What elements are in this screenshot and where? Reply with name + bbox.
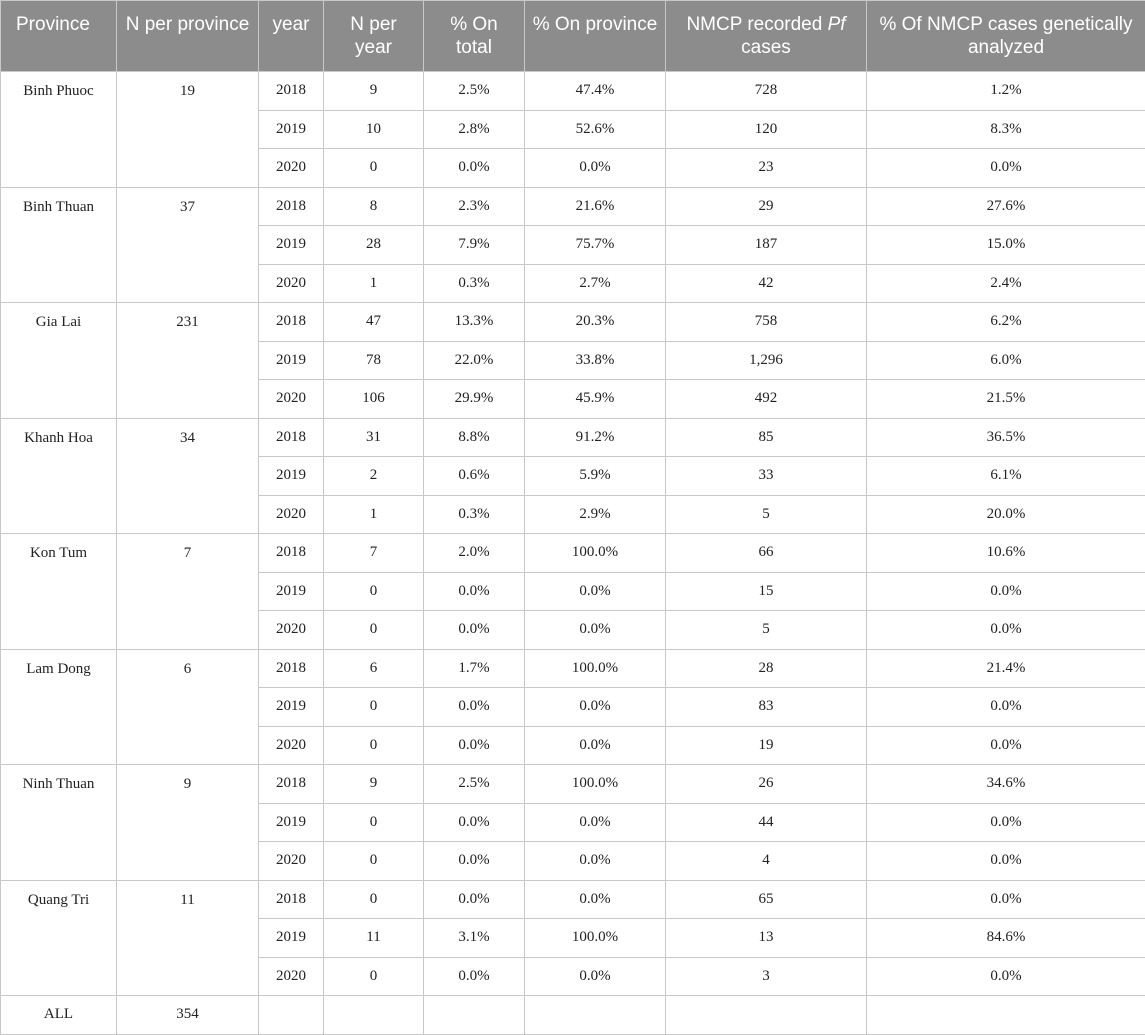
pct-on-total-cell: 3.1% xyxy=(424,919,525,958)
header-nmcp-italic: Pf xyxy=(828,14,846,35)
total-label-cell: ALL xyxy=(1,996,117,1035)
pct-on-total-cell: 2.5% xyxy=(424,72,525,111)
header-nmcp-recorded xyxy=(666,1,867,72)
n-per-province-cell: 34 xyxy=(117,418,259,534)
nmcp-cases-cell: 120 xyxy=(666,110,867,149)
header-n-per-year: N per year xyxy=(324,1,424,72)
pct-analyzed-cell: 0.0% xyxy=(867,957,1145,996)
total-row xyxy=(1,996,1145,1035)
pct-analyzed-cell: 36.5% xyxy=(867,418,1145,457)
pct-on-province-cell: 21.6% xyxy=(525,187,666,226)
pct-on-province-cell: 75.7% xyxy=(525,226,666,265)
n-per-year-cell: 0 xyxy=(324,149,424,188)
pct-on-province-cell: 0.0% xyxy=(525,688,666,727)
n-per-province-cell: 11 xyxy=(117,880,259,996)
year-cell: 2019 xyxy=(259,919,324,958)
pct-analyzed-cell: 0.0% xyxy=(867,688,1145,727)
n-per-province-cell: 231 xyxy=(117,303,259,419)
n-per-year-cell: 9 xyxy=(324,765,424,804)
year-cell: 2018 xyxy=(259,880,324,919)
n-per-year-cell: 31 xyxy=(324,418,424,457)
n-per-year-cell: 0 xyxy=(324,726,424,765)
n-per-province-cell: 19 xyxy=(117,72,259,188)
year-cell: 2019 xyxy=(259,226,324,265)
n-per-year-cell: 28 xyxy=(324,226,424,265)
table-body xyxy=(1,72,1145,1035)
n-per-year-cell: 0 xyxy=(324,572,424,611)
pct-on-total-cell: 13.3% xyxy=(424,303,525,342)
nmcp-cases-cell: 13 xyxy=(666,919,867,958)
n-per-year-cell: 106 xyxy=(324,380,424,419)
pct-on-total-cell: 8.8% xyxy=(424,418,525,457)
nmcp-cases-cell: 5 xyxy=(666,495,867,534)
pct-on-total-cell: 1.7% xyxy=(424,649,525,688)
n-per-year-cell: 47 xyxy=(324,303,424,342)
pct-on-province-cell: 2.7% xyxy=(525,264,666,303)
pct-on-province-cell: 100.0% xyxy=(525,534,666,573)
header-row xyxy=(1,1,1145,72)
year-cell: 2019 xyxy=(259,688,324,727)
empty-cell xyxy=(666,996,867,1035)
pct-on-total-cell: 0.0% xyxy=(424,611,525,650)
header-year: year xyxy=(259,1,324,72)
pct-on-province-cell: 0.0% xyxy=(525,726,666,765)
nmcp-cases-cell: 23 xyxy=(666,149,867,188)
n-per-year-cell: 10 xyxy=(324,110,424,149)
n-per-year-cell: 0 xyxy=(324,611,424,650)
pct-on-province-cell: 0.0% xyxy=(525,957,666,996)
pct-analyzed-cell: 0.0% xyxy=(867,611,1145,650)
n-per-year-cell: 8 xyxy=(324,187,424,226)
pct-on-total-cell: 0.0% xyxy=(424,957,525,996)
nmcp-cases-cell: 26 xyxy=(666,765,867,804)
nmcp-cases-cell: 29 xyxy=(666,187,867,226)
year-cell: 2019 xyxy=(259,457,324,496)
pct-on-province-cell: 0.0% xyxy=(525,611,666,650)
n-per-province-cell: 9 xyxy=(117,765,259,881)
pct-analyzed-cell: 10.6% xyxy=(867,534,1145,573)
table-row xyxy=(1,303,1145,342)
pct-analyzed-cell: 0.0% xyxy=(867,880,1145,919)
pct-on-province-cell: 0.0% xyxy=(525,572,666,611)
empty-cell xyxy=(867,996,1145,1035)
year-cell: 2020 xyxy=(259,495,324,534)
province-name-cell: Gia Lai xyxy=(1,303,117,419)
table-row xyxy=(1,880,1145,919)
table-row xyxy=(1,649,1145,688)
year-cell: 2019 xyxy=(259,572,324,611)
pct-on-total-cell: 2.0% xyxy=(424,534,525,573)
year-cell: 2020 xyxy=(259,726,324,765)
pct-analyzed-cell: 0.0% xyxy=(867,572,1145,611)
table-row xyxy=(1,534,1145,573)
year-cell: 2018 xyxy=(259,72,324,111)
n-per-year-cell: 78 xyxy=(324,341,424,380)
n-per-year-cell: 7 xyxy=(324,534,424,573)
pct-analyzed-cell: 21.5% xyxy=(867,380,1145,419)
pct-analyzed-cell: 15.0% xyxy=(867,226,1145,265)
pct-on-total-cell: 0.0% xyxy=(424,842,525,881)
header-nmcp-prefix: NMCP recorded xyxy=(686,14,827,35)
pct-analyzed-cell: 6.0% xyxy=(867,341,1145,380)
nmcp-cases-cell: 83 xyxy=(666,688,867,727)
n-per-year-cell: 0 xyxy=(324,803,424,842)
nmcp-cases-cell: 66 xyxy=(666,534,867,573)
pct-analyzed-cell: 0.0% xyxy=(867,149,1145,188)
pct-on-total-cell: 0.3% xyxy=(424,264,525,303)
year-cell: 2020 xyxy=(259,957,324,996)
n-per-province-cell: 6 xyxy=(117,649,259,765)
year-cell: 2020 xyxy=(259,842,324,881)
pct-on-total-cell: 0.0% xyxy=(424,803,525,842)
pct-on-province-cell: 0.0% xyxy=(525,842,666,881)
n-per-year-cell: 0 xyxy=(324,880,424,919)
nmcp-cases-cell: 28 xyxy=(666,649,867,688)
pct-on-province-cell: 52.6% xyxy=(525,110,666,149)
nmcp-cases-cell: 15 xyxy=(666,572,867,611)
year-cell: 2019 xyxy=(259,803,324,842)
nmcp-cases-cell: 492 xyxy=(666,380,867,419)
pct-on-total-cell: 0.6% xyxy=(424,457,525,496)
pct-on-province-cell: 0.0% xyxy=(525,149,666,188)
nmcp-cases-cell: 728 xyxy=(666,72,867,111)
pct-on-province-cell: 47.4% xyxy=(525,72,666,111)
pct-on-total-cell: 7.9% xyxy=(424,226,525,265)
pct-analyzed-cell: 1.2% xyxy=(867,72,1145,111)
pct-analyzed-cell: 84.6% xyxy=(867,919,1145,958)
pct-on-province-cell: 33.8% xyxy=(525,341,666,380)
table-row xyxy=(1,72,1145,111)
year-cell: 2019 xyxy=(259,341,324,380)
pct-analyzed-cell: 2.4% xyxy=(867,264,1145,303)
year-cell: 2020 xyxy=(259,149,324,188)
pct-on-province-cell: 2.9% xyxy=(525,495,666,534)
empty-cell xyxy=(424,996,525,1035)
province-name-cell: Binh Phuoc xyxy=(1,72,117,188)
pct-analyzed-cell: 34.6% xyxy=(867,765,1145,804)
n-per-year-cell: 1 xyxy=(324,264,424,303)
year-cell: 2018 xyxy=(259,303,324,342)
province-name-cell: Lam Dong xyxy=(1,649,117,765)
n-per-year-cell: 0 xyxy=(324,957,424,996)
pct-on-total-cell: 29.9% xyxy=(424,380,525,419)
n-per-year-cell: 1 xyxy=(324,495,424,534)
year-cell: 2018 xyxy=(259,187,324,226)
year-cell: 2020 xyxy=(259,380,324,419)
nmcp-cases-cell: 1,296 xyxy=(666,341,867,380)
nmcp-cases-cell: 42 xyxy=(666,264,867,303)
nmcp-cases-cell: 65 xyxy=(666,880,867,919)
year-cell: 2018 xyxy=(259,649,324,688)
n-per-year-cell: 2 xyxy=(324,457,424,496)
header-pct-on-total: % On total xyxy=(424,1,525,72)
pct-analyzed-cell: 0.0% xyxy=(867,803,1145,842)
pct-analyzed-cell: 6.1% xyxy=(867,457,1145,496)
n-per-year-cell: 0 xyxy=(324,688,424,727)
pct-on-total-cell: 0.0% xyxy=(424,880,525,919)
header-nmcp-suffix: cases xyxy=(741,37,791,58)
header-province: Province xyxy=(1,1,117,72)
nmcp-cases-cell: 33 xyxy=(666,457,867,496)
nmcp-cases-cell: 187 xyxy=(666,226,867,265)
pct-analyzed-cell: 0.0% xyxy=(867,726,1145,765)
year-cell: 2018 xyxy=(259,765,324,804)
year-cell: 2018 xyxy=(259,418,324,457)
n-per-province-cell: 7 xyxy=(117,534,259,650)
n-per-year-cell: 0 xyxy=(324,842,424,881)
n-per-year-cell: 11 xyxy=(324,919,424,958)
pct-on-province-cell: 91.2% xyxy=(525,418,666,457)
header-pct-on-province: % On province xyxy=(525,1,666,72)
pct-on-total-cell: 2.8% xyxy=(424,110,525,149)
pct-on-province-cell: 100.0% xyxy=(525,765,666,804)
empty-cell xyxy=(259,996,324,1035)
province-name-cell: Kon Tum xyxy=(1,534,117,650)
pct-on-total-cell: 22.0% xyxy=(424,341,525,380)
pct-on-total-cell: 0.0% xyxy=(424,149,525,188)
year-cell: 2020 xyxy=(259,264,324,303)
table-row xyxy=(1,187,1145,226)
pct-on-total-cell: 2.5% xyxy=(424,765,525,804)
province-name-cell: Binh Thuan xyxy=(1,187,117,303)
province-name-cell: Quang Tri xyxy=(1,880,117,996)
pct-analyzed-cell: 8.3% xyxy=(867,110,1145,149)
n-per-year-cell: 6 xyxy=(324,649,424,688)
nmcp-cases-cell: 19 xyxy=(666,726,867,765)
pct-on-province-cell: 5.9% xyxy=(525,457,666,496)
pct-analyzed-cell: 6.2% xyxy=(867,303,1145,342)
pct-analyzed-cell: 20.0% xyxy=(867,495,1145,534)
pct-on-total-cell: 0.3% xyxy=(424,495,525,534)
nmcp-cases-cell: 44 xyxy=(666,803,867,842)
empty-cell xyxy=(525,996,666,1035)
total-n-cell: 354 xyxy=(117,996,259,1035)
pct-on-total-cell: 0.0% xyxy=(424,688,525,727)
year-cell: 2018 xyxy=(259,534,324,573)
pct-on-province-cell: 20.3% xyxy=(525,303,666,342)
table-row xyxy=(1,418,1145,457)
empty-cell xyxy=(324,996,424,1035)
pct-on-province-cell: 45.9% xyxy=(525,380,666,419)
pct-analyzed-cell: 21.4% xyxy=(867,649,1145,688)
pct-on-province-cell: 0.0% xyxy=(525,880,666,919)
table-header xyxy=(1,1,1145,72)
nmcp-cases-cell: 4 xyxy=(666,842,867,881)
province-name-cell: Khanh Hoa xyxy=(1,418,117,534)
table-row xyxy=(1,765,1145,804)
pct-analyzed-cell: 0.0% xyxy=(867,842,1145,881)
header-n-per-province: N per province xyxy=(117,1,259,72)
pct-on-province-cell: 100.0% xyxy=(525,919,666,958)
nmcp-cases-cell: 5 xyxy=(666,611,867,650)
n-per-year-cell: 9 xyxy=(324,72,424,111)
pct-analyzed-cell: 27.6% xyxy=(867,187,1145,226)
n-per-province-cell: 37 xyxy=(117,187,259,303)
nmcp-cases-cell: 3 xyxy=(666,957,867,996)
pct-on-total-cell: 2.3% xyxy=(424,187,525,226)
pct-on-total-cell: 0.0% xyxy=(424,572,525,611)
nmcp-cases-cell: 85 xyxy=(666,418,867,457)
nmcp-cases-cell: 758 xyxy=(666,303,867,342)
year-cell: 2019 xyxy=(259,110,324,149)
pct-on-total-cell: 0.0% xyxy=(424,726,525,765)
pct-on-province-cell: 0.0% xyxy=(525,803,666,842)
pct-on-province-cell: 100.0% xyxy=(525,649,666,688)
header-pct-nmcp-analyzed: % Of NMCP cases genetically analyzed xyxy=(867,1,1145,72)
year-cell: 2020 xyxy=(259,611,324,650)
province-name-cell: Ninh Thuan xyxy=(1,765,117,881)
